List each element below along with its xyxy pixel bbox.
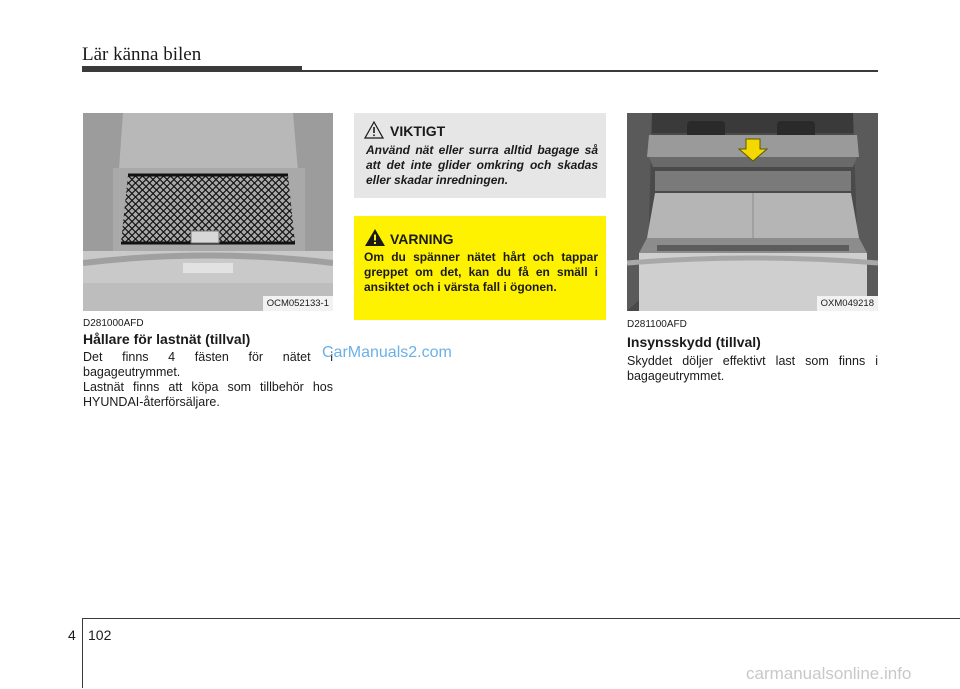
chapter-title: Lär känna bilen bbox=[82, 44, 202, 65]
cargo-cover-photo bbox=[627, 113, 878, 311]
body-paragraph: Skyddet döljer effektivt last som finns i bagageutrymmet. bbox=[627, 354, 878, 383]
caution-text: Använd nät eller surra alltid bagage så att det inte glider omkring och skadas eller skadar inredningen. bbox=[366, 143, 598, 187]
section-heading: Hållare för lastnät (tillval) bbox=[83, 331, 251, 347]
page-number: 102 bbox=[88, 627, 112, 643]
footer-divider bbox=[82, 618, 83, 688]
footer-rule bbox=[82, 618, 960, 619]
caution-triangle-icon bbox=[364, 121, 384, 139]
section-code: D281100AFD bbox=[627, 319, 687, 330]
site-watermark: carmanualsonline.info bbox=[746, 664, 912, 683]
caution-title: VIKTIGT bbox=[390, 123, 446, 139]
cargo-net-photo bbox=[83, 113, 333, 311]
section-code: D281000AFD bbox=[83, 318, 144, 329]
header-rule-thin bbox=[300, 70, 878, 72]
header-rule-thick bbox=[82, 66, 302, 72]
warning-title: VARNING bbox=[390, 231, 454, 247]
photo-caption: OCM052133-1 bbox=[263, 296, 333, 311]
section-heading: Insynsskydd (tillval) bbox=[627, 334, 761, 350]
warning-triangle-icon bbox=[364, 228, 386, 247]
photo-caption: OXM049218 bbox=[817, 296, 878, 311]
body-paragraph: Lastnät finns att köpa som tillbehör hos HYUNDAI-återförsäljare. bbox=[83, 380, 333, 409]
watermark: CarManuals2.com bbox=[322, 344, 452, 361]
warning-box bbox=[354, 216, 606, 320]
body-paragraph: Det finns 4 fästen för nätet i bagageutrymmet. bbox=[83, 350, 333, 379]
warning-text: Om du spänner nätet hårt och tappar greppet om det, kan du få en smäll i ansiktet och i värsta fall i ögonen. bbox=[364, 250, 598, 294]
chapter-number: 4 bbox=[68, 627, 76, 643]
caution-box bbox=[354, 113, 606, 198]
